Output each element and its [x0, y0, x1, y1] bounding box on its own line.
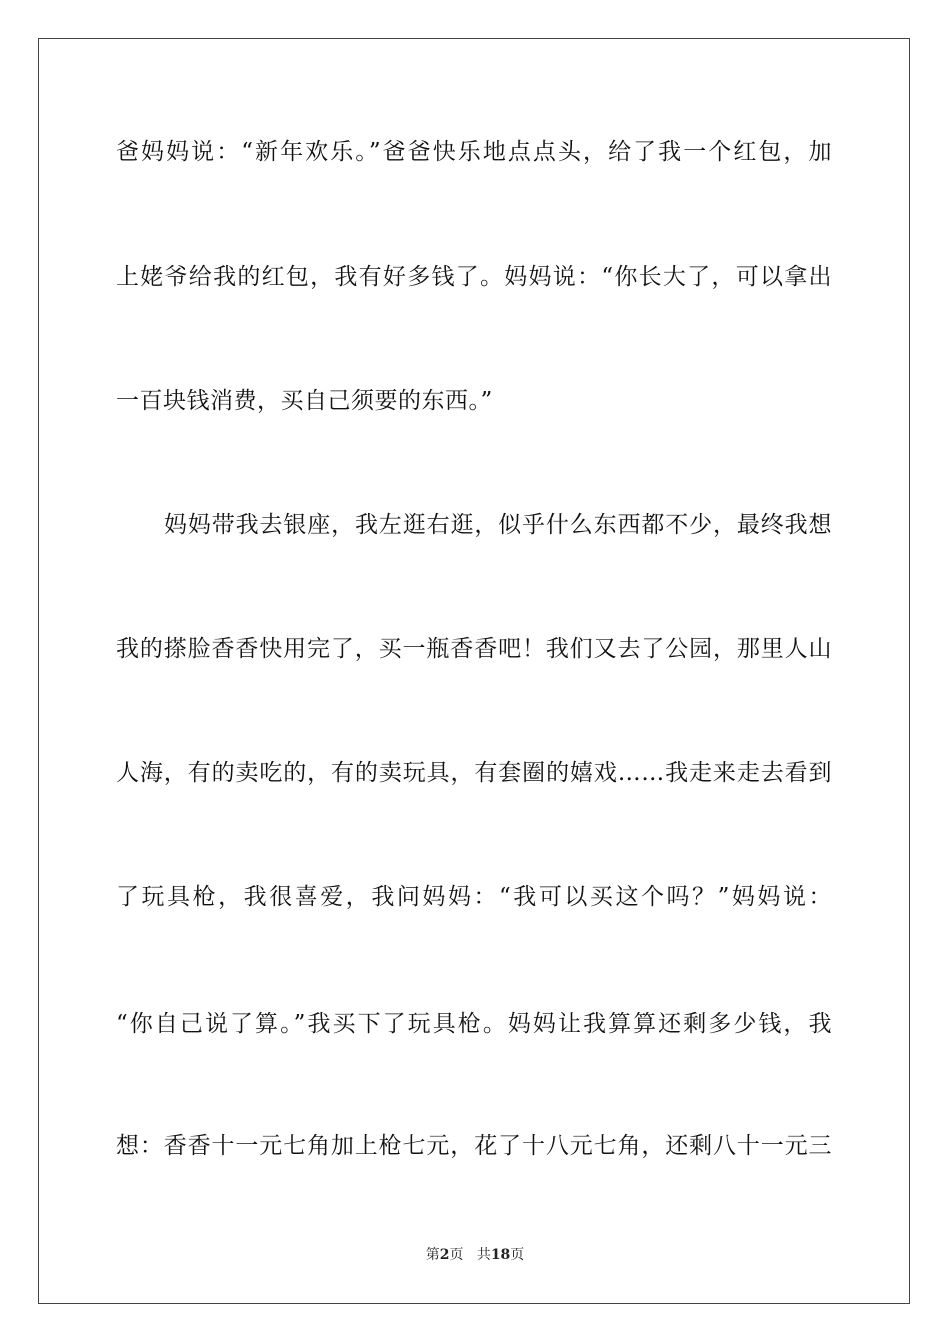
- text-line: “你自己说了算。”我买下了玩具枪。妈妈让我算算还剩多少钱，我: [116, 1011, 832, 1037]
- page-border: [38, 38, 910, 1304]
- text-line: 一百块钱消费，买自己须要的东西。”: [116, 388, 493, 414]
- page-number: 2: [439, 1247, 450, 1263]
- total-pages: 18: [490, 1247, 511, 1263]
- text-line: 上姥爷给我的红包，我有好多钱了。妈妈说：“你长大了，可以拿出: [116, 264, 832, 290]
- total-prefix: 共: [476, 1247, 491, 1263]
- text-line: 我的搽脸香香快用完了，买一瓶香香吧！我们又去了公园，那里人山: [116, 636, 832, 662]
- text-line: 人海，有的卖吃的，有的卖玩具，有套圈的嬉戏……我走来走去看到: [116, 760, 832, 786]
- text-line: 想：香香十一元七角加上枪七元，花了十八元七角，还剩八十一元三: [116, 1133, 832, 1159]
- page-footer: [0, 1246, 950, 1264]
- page-suffix: 页: [449, 1247, 464, 1263]
- text-line: 妈妈带我去银座，我左逛右逛，似乎什么东西都不少，最终我想: [164, 512, 832, 538]
- total-suffix: 页: [510, 1247, 525, 1263]
- page-prefix: 第: [425, 1247, 440, 1263]
- text-line: 了玩具枪，我很喜爱，我问妈妈：“我可以买这个吗？”妈妈说：: [116, 884, 832, 910]
- text-line: 爸妈妈说：“新年欢乐。”爸爸快乐地点点头，给了我一个红包，加: [116, 139, 832, 165]
